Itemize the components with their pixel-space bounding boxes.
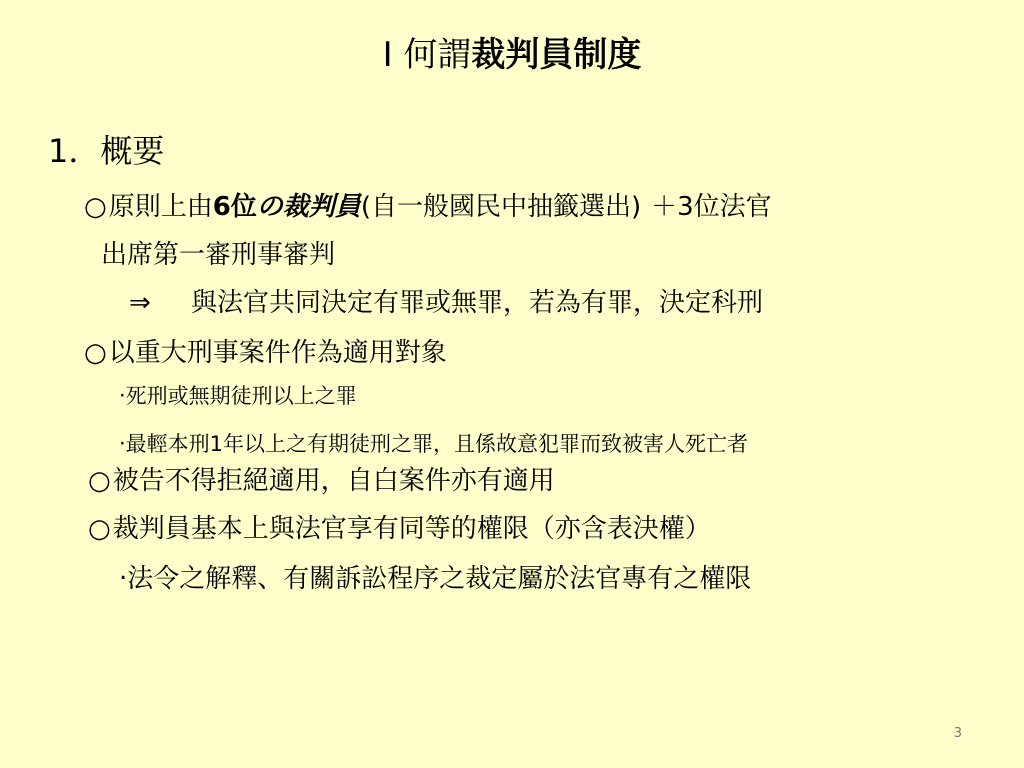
bullet-2-sub-2: ‧最輕本刑1年以上之有期徒刑之罪，且係故意犯罪而致被害人死亡者 <box>119 432 749 456</box>
bullet-4 <box>88 516 711 542</box>
slide-title <box>0 35 1024 75</box>
bullet-1-text-a: 原則上由 <box>108 192 213 222</box>
title-bold: 裁判員制度 <box>471 35 642 75</box>
arrow-icon: ⇒ <box>129 288 151 318</box>
title-plain: Ⅰ 何謂 <box>382 35 472 75</box>
bullet-2-text: 以重大刑事案件作為適用對象 <box>108 338 447 368</box>
bullet-2-sub-1: ‧死刑或無期徒刑以上之罪 <box>119 384 357 408</box>
circle-bullet-icon: ○ <box>88 466 111 496</box>
section-heading: 1．概要 <box>48 132 165 170</box>
bullet-4-text: 裁判員基本上與法官享有同等的權限（亦含表決權） <box>112 514 711 544</box>
bullet-2 <box>84 340 447 366</box>
bullet-1-text-d: (自一般國民中抽籤選出) <box>360 192 642 222</box>
bullet-1-text-e: ＋3位法官 <box>651 192 772 222</box>
bullet-3 <box>88 468 555 494</box>
circle-bullet-icon: ○ <box>88 514 111 544</box>
circle-bullet-icon: ○ <box>84 338 107 368</box>
bullet-1-result <box>129 290 763 316</box>
circle-bullet-icon: ○ <box>84 192 107 222</box>
bullet-1-text-b: 6位 <box>212 192 257 222</box>
bullet-1-line-2: 出席第一審刑事審判 <box>101 240 336 270</box>
bullet-1-text-c: の裁判員 <box>256 192 361 222</box>
bullet-1-result-text: 與法官共同決定有罪或無罪，若為有罪，決定科刑 <box>191 288 764 318</box>
bullet-1 <box>84 194 772 220</box>
bullet-3-text: 被告不得拒絕適用，自白案件亦有適用 <box>112 466 555 496</box>
page-number: 3 <box>953 726 962 741</box>
bullet-4-sub: ‧法令之解釋、有關訴訟程序之裁定屬於法官專有之權限 <box>119 564 752 594</box>
